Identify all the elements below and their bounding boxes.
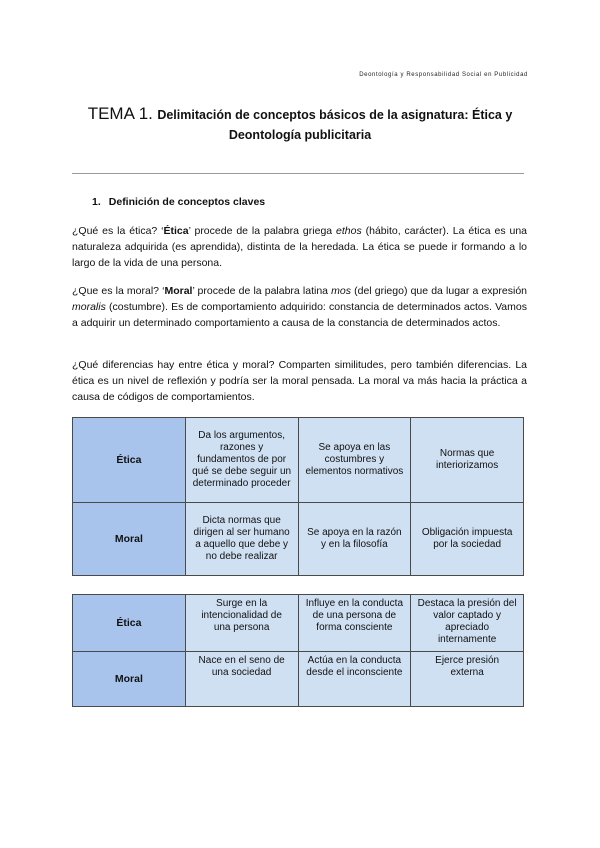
section-heading <box>92 196 265 208</box>
text-run: (costumbre). Es de comportamiento adquirido: constancia de determinados actos. Vamos a adquirir un determinado comportamiento a causa de la constancia de determinados actos. <box>72 301 527 329</box>
table-row <box>73 652 524 707</box>
table-cell: Influye en la conducta de una persona de forma consciente <box>298 595 411 652</box>
term-mos: mos <box>331 285 351 297</box>
table-cell: Obligación impuesta por la sociedad <box>411 503 524 576</box>
table-row <box>73 503 524 576</box>
row-label-moral: Moral <box>73 652 186 707</box>
table-cell: Destaca la presión del valor captado y apreciado internamente <box>411 595 524 652</box>
term-moral: Moral <box>164 285 193 297</box>
table-cell: Da los argumentos, razones y fundamentos de por qué se debe seguir un determinado proceder <box>185 418 298 503</box>
table-cell: Se apoya en las costumbres y elementos normativos <box>298 418 411 503</box>
table-cell: Ejerce presión externa <box>411 652 524 707</box>
table-row <box>73 595 524 652</box>
title-tema: TEMA 1. <box>87 104 153 123</box>
title-line-1: Delimitación de conceptos básicos de la asignatura: Ética y <box>157 108 513 122</box>
term-moralis: moralis <box>72 301 106 313</box>
row-label-moral: Moral <box>73 503 186 576</box>
title-line-2: Deontología publicitaria <box>228 128 372 142</box>
table-cell: Se apoya en la razón y en la filosofía <box>298 503 411 576</box>
document-title <box>72 104 528 145</box>
text-run: ’ procede de la palabra latina <box>192 285 332 297</box>
paragraph-diferencias: ¿Qué diferencias hay entre ética y moral? Comparten similitudes, pero también diferencias. La ética es un nivel de reflexión y podría ser la moral pensada. La moral va más hacia la práctica a causa de códigos de comportamientos. <box>72 359 527 403</box>
table-cell: Surge en la intencionalidad de una persona <box>185 595 298 652</box>
text-run: ¿Qué es la ética? ‘ <box>72 225 164 237</box>
paragraph-etica <box>72 223 527 271</box>
section-title: Definición de conceptos claves <box>108 196 266 208</box>
divider <box>72 173 524 174</box>
table-row <box>73 418 524 503</box>
paragraph-moral <box>72 283 527 331</box>
table-cell: Normas que interiorizamos <box>411 418 524 503</box>
comparison-table-2 <box>72 594 524 707</box>
text-run: ’ procede de la palabra griega <box>188 225 337 237</box>
text-run: (del griego) que da lugar a expresión <box>350 285 527 297</box>
term-ethos: ethos <box>336 225 362 237</box>
running-header: Deontología y Responsabilidad Social en Publicidad <box>359 72 528 78</box>
term-etica: Ética <box>163 225 189 237</box>
row-label-etica: Ética <box>73 418 186 503</box>
row-label-etica: Ética <box>73 595 186 652</box>
text-run: ¿Que es la moral? ‘ <box>72 285 165 297</box>
comparison-table-1 <box>72 417 524 576</box>
table-cell: Nace en el seno de una sociedad <box>185 652 298 707</box>
text-run: (hábito, carácter). La ética es una naturaleza adquirida (es aprendida), distinta de la heredada. La ética se puede ir formando a lo largo de la vida de una persona. <box>72 225 527 269</box>
table-cell: Actúa en la conducta desde el inconsciente <box>298 652 411 707</box>
section-number: 1. <box>92 196 101 208</box>
table-cell: Dicta normas que dirigen al ser humano a aquello que debe y no debe realizar <box>185 503 298 576</box>
